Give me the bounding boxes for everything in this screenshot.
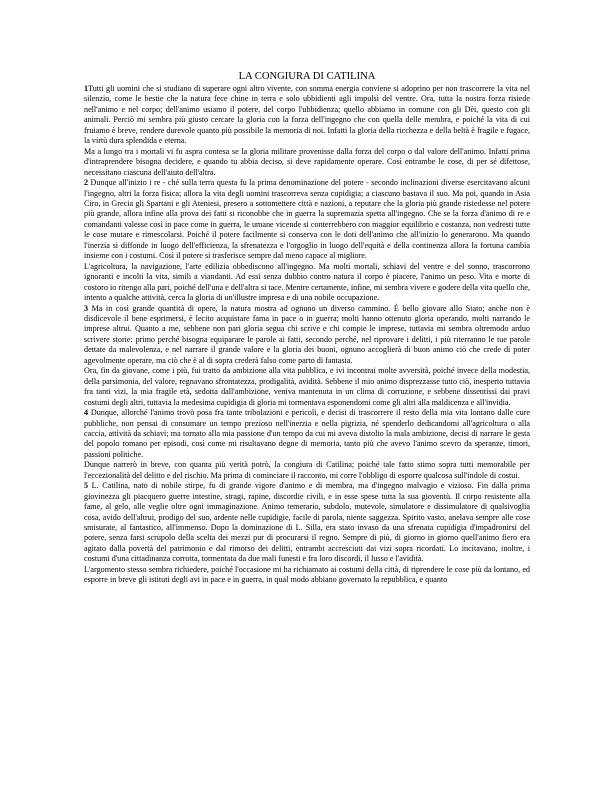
paragraph-text: L'argomento stesso sembra richiedere, poiché l'occasione mi ha richiamato ai costumi della città, di riprendere le cose più da lontano, ed esporre in breve gli istituti degli avi in pace e in guerra, in qual modo abbiano governato la repubblica, e quanto <box>84 564 530 585</box>
paragraph-text: Tutti gli uomini che si studiano di superare ogni altro vivente, con somma energia conviene si adoprino per non trascorrere la vita nel silenzio, come le bestie che la natura fece chine in terra e solo ubbidienti agli impulsi del ventre. Ora, tutta la nostra forza risiede nell'animo e nel corpo; dell'animo usiamo il potere, del corpo l'ubbidienza; quello abbiamo in comune con gli Dèi, questo con gli animali. Perciò mi sembra più giusto cercare la gloria con la forza dell'ingegno che con quella delle membra, e poiché la vita di cui fruiamo è breve, rendere durevole quanto più possibile la memoria di noi. Infatti la gloria della ricchezza e della beltà è fragile e fugace, la virtù dura splendida e eterna. <box>84 84 530 146</box>
document-title: LA CONGIURA DI CATILINA <box>238 71 376 82</box>
paragraph <box>84 408 530 460</box>
paragraph <box>84 84 530 147</box>
paragraph-text: Dunque narrerò in breve, con quanta più verità potrò, la congiura di Catilina; poiché tale fatto stimo sopra tutti memorabile per l'eccezionalità del delitto e del rischio. Ma prima di cominciare il racconto, mi corre l'obbligo di esporre qualcosa sull'indole di costui. <box>84 460 530 480</box>
paragraph-list <box>84 84 530 586</box>
paragraph-number: 2 <box>84 178 89 188</box>
paragraph <box>84 147 530 178</box>
paragraph-text: Dunque all'inizio i re - ché sulla terra questa fu la prima denominazione del potere - secondo inclinazioni diverse esercitavano alcuni l'ingegno, altri la forza fisica; allora la vita degli uomini trascorreva senza cupidigia; a ciascuno bastava il suo. Ma poi, quando in Asia Ciro, in Grecia gli Spartani e gli Ateniesi, presero a sottomettere città e nazioni, a reputare che la gloria più grande risiedesse nel potere più grande, allora infine alla prova dei fatti si riconobbe che in guerra la supremazia spetta all'ingegno. Che se la forza d'animo di re e comandanti valesse così in pace come in guerra, le umane vicende si conterrebbero con maggior equilibrio e costanza, non vedresti tutte le cose mutare e rimescolarsi. Poiché il potere facilmente si conserva con le doti dell'animo che all'inizio lo generarono. Ma quando l'inerzia si diffonde in luogo dell'efficienza, la sfrenatezza e l'orgoglio in luogo dell'equità e della continenza allora la fortuna cambia insieme con i costumi. Così il potere si trasferisce sempre dal meno capace al migliore. <box>84 178 530 261</box>
paragraph <box>84 304 530 367</box>
paragraph <box>84 481 530 565</box>
document-body <box>84 70 530 586</box>
paragraph-text: Dunque, allorché l'animo trovò posa fra tante tribolazioni e pericoli, e decisi di trascorrere il resto della mia vita lontano dalle cure pubbliche, non pensai di consumare un tempo prezioso nell'inerzia e nella pigrizia, né spenderlo dedicandomi all'agricoltura o alla caccia, attività da schiavi; ma tornato alla mia passione d'un tempo da cui mi aveva distolto la mala ambizione, decisi di narrare le gesta del popolo romano per episodi, così come mi risultavano degne di memoria, tanto più che avevo l'animo scevro da speranze, timori, passioni politiche. <box>84 408 530 459</box>
paragraph <box>84 565 530 586</box>
paragraph-text: Ma a lungo tra i mortali vi fu aspra contesa se la gloria militare provenisse dalla forza del corpo o dal valore dell'animo. Infatti prima d'intraprendere bisogna decidere, e quando tu abbia deciso, si deve rapidamente operare. Così entrambe le cose, di per sé difettose, necessitano ciascuna dell'aiuto dell'altra. <box>84 146 530 177</box>
paragraph-text: L'agricoltura, la navigazione, l'arte edilizia obbediscono all'ingegno. Ma molti mortali, schiavi del ventre e del sonno, trascorrono ignoranti e incolti la vita, simili a viandanti. Ad essi senza dubbio contro natura il corpo è piacere, l'animo un peso. Vita e morte di costoro io ritengo alla pari, poiché dell'una e dell'altra si tace. Mentre certamente, infine, mi sembra vivere e godere della vita quello che, intento a qualche attività, cerca la gloria di un'illustre impresa e di una nobile occupazione. <box>84 261 530 303</box>
paragraph <box>84 460 530 481</box>
paragraph-number: 4 <box>84 408 89 418</box>
paragraph-text: Ora, fin da giovane, come i più, fui tratto da ambizione alla vita pubblica, e ivi incontrai molte avversità, poiché invece della modestia, della parsimonia, del valore, regnavano sfrontatezza, prodigalità, avidità. Sebbene il mio animo disprezzasse tutto ciò, inesperto tuttavia fra tanti vizi, la mia fragile età, sedotta dall'ambizione, veniva mantenuta in un clima di corruzione, e sebbene dissentissi dai pravi costumi degli altri, tuttavia la medesima cupidigia di gloria mi tormentava esponendomi come gli altri alla maldicenza e all'invidia. <box>84 366 530 407</box>
paragraph-number: 3 <box>84 303 89 313</box>
paragraph-text: L. Catilina, nato di nobile stirpe, fu di grande vigore d'animo e di membra, ma d'ingegno malvagio e vizioso. Fin dalla prima giovinezza gli piacquero guerre intestine, stragi, rapine, discordie civili, e in esse spese tutta la sua gioventù. Il corpo resistente alla fame, al gelo, alle veglie oltre ogni immaginazione. Animo temerario, subdolo, mutevole, simulatore e dissimulatore di qualsivoglia cosa, avido dell'altrui, prodigo del suo, ardente nelle cupidigie, facile di parola, niente saggezza. Spirito vasto, anelava sempre alle cose smisurate, al fantastico, all'immenso. Dopo la dominazione di L. Silla, era stato invaso da una sfrenata cupidigia d'impadronirsi del potere, senza farsi scrupolo della scelta dei mezzi pur di procurarsi il regno. Sempre di più, di giorno in giorno quell'animo fiero era agitato dalla povertà del patrimonio e dal rimorso dei delitti, entrambi accresciuti dai vizi sopra ricordati. Lo incitavano, inoltre, i costumi d'una cittadinanza corrotta, tormentata da due mali funesti e fra loro discordi, il lusso e l'avidità. <box>84 481 530 564</box>
paragraph-number: 1 <box>84 84 89 93</box>
paragraph <box>84 178 530 262</box>
paragraph-text: Ma in così grande quantità di opere, la natura mostra ad ognuno un diverso cammino. È bello giovare allo Stato; anche non è disdicevole il bene esprimersi, è lecito acquistare fama in pace o in guerra; molti hanno ottenuto gloria operando, molti narrando le imprese altrui. Quanto a me, sebbene non pari gloria segua chi scrive e chi compie le imprese, tuttavia mi sembra oltremodo arduo scrivere storie: primo perché bisogna equiparare le parole ai fatti, secondo perché, nel riprovare i delitti, i più riterranno le tue parole dettate da malevolenza, e nel narrare il grande valore e la gloria dei buoni, ognuno accoglierà di buon animo ciò che crede di poter agevolmente operare, ma ciò che è al di sopra crederà falso come parto di fantasia. <box>84 303 530 365</box>
paragraph-number: 5 <box>84 481 89 491</box>
paragraph <box>84 366 530 408</box>
paragraph <box>84 262 530 304</box>
